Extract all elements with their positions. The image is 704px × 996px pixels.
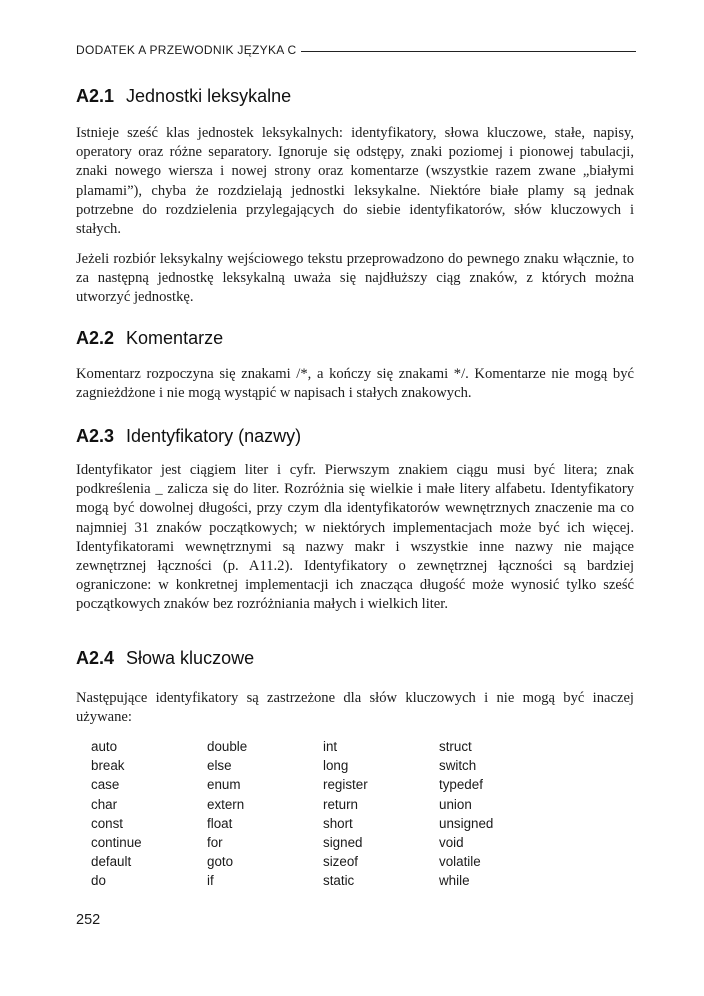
paragraph: Komentarz rozpoczyna się znakami /*, a kończy się znakami */. Komentarze nie mogą być zagnieżdżone i nie mogą wystąpić w napisach i stałych znakowych. [76, 366, 634, 402]
keyword: char [91, 796, 118, 812]
running-header [76, 43, 636, 57]
keyword: default [91, 854, 132, 870]
section-title: Jednostki leksykalne [126, 86, 292, 106]
keyword: for [207, 834, 223, 850]
keyword: union [439, 796, 472, 812]
paragraph: Istnieje sześć klas jednostek leksykalnych: identyfikatory, słowa kluczowe, stałe, napisy, operatory oraz różne separatory. Ignoruje się odstępy, znaki poziomej i pionowej tabulacji, znaki nowego wiersza i nowej strony oraz komentarze (wszystkie razem zwane „białymi plamami”), chyba że rozdzielają jednostki leksykalne. Niektóre białe plamy są jednak potrzebne do rozdzielenia przylegających do siebie identyfikatorów, słów kluczowych i stałych. [76, 125, 634, 238]
keyword: double [207, 739, 248, 754]
keyword-column [91, 737, 207, 889]
keyword-column [323, 737, 439, 889]
keyword: volatile [439, 854, 481, 870]
keyword: unsigned [439, 815, 494, 831]
keyword: while [439, 873, 470, 889]
keyword: goto [207, 854, 234, 870]
keyword-column [207, 737, 323, 889]
paragraph: Jeżeli rozbiór leksykalny wejściowego tekstu przeprowadzono do pewnego znaku włącznie, to za następną jednostkę leksykalną uważa się najdłuższy ciąg znaków, z których można utworzyć jednostkę. [76, 251, 634, 306]
page-number: 252 [76, 912, 101, 928]
keyword: if [207, 873, 214, 889]
keyword: continue [91, 834, 142, 850]
keyword: case [91, 777, 120, 793]
keyword: signed [323, 834, 363, 850]
section-number: A2.1 [76, 86, 115, 106]
section-heading-a2-1 [76, 86, 291, 107]
header-rule [301, 51, 636, 52]
section-heading-a2-4 [76, 648, 254, 669]
keyword: void [439, 834, 464, 850]
keyword: else [207, 758, 232, 774]
keyword: break [91, 758, 125, 774]
section-heading-a2-2 [76, 328, 223, 349]
keyword: do [91, 873, 106, 889]
section-number: A2.3 [76, 426, 115, 446]
section-title: Słowa kluczowe [126, 648, 255, 668]
section-number: A2.2 [76, 328, 115, 348]
keyword: static [323, 873, 355, 889]
keyword: struct [439, 739, 472, 754]
section-title: Komentarze [126, 328, 224, 348]
keyword: float [207, 815, 233, 831]
keyword: switch [439, 758, 477, 774]
keyword: typedef [439, 777, 483, 793]
keyword: long [323, 758, 349, 774]
section-title: Identyfikatory (nazwy) [126, 426, 302, 446]
keyword: enum [207, 777, 241, 793]
keyword-table [91, 737, 561, 889]
keyword-column [439, 737, 555, 889]
keyword: int [323, 739, 338, 754]
paragraph: Identyfikator jest ciągiem liter i cyfr. Pierwszym znakiem ciągu musi być litera; znak podkreślenia _ zalicza się do liter. Rozróżnia się wielkie i małe litery alfabetu. Identyfikatory mogą być dowolnej długości, przy czym dla identyfikatorów wewnętrznych znaczenie ma co najmniej 31 znaków początkowych; w niektórych implementacjach może być ich więcej. Identyfikatorami wewnętrznymi są nazwy makr i wszystkie inne nazwy nie mające zewnętrznej łączności (p. A11.2). Identyfikatory o zewnętrznej łączności są bardziej ograniczone: w konkretnej implementacji ich znacząca długość może wynosić tylko sześć początkowych znaków bez rozróżniania małych i wielkich liter. [76, 462, 634, 613]
running-header-title: DODATEK A PRZEWODNIK JĘZYKA C [76, 43, 297, 57]
keyword: sizeof [323, 854, 358, 870]
section-heading-a2-3 [76, 426, 301, 447]
section-number: A2.4 [76, 648, 115, 668]
keyword: return [323, 796, 358, 812]
keyword: short [323, 815, 353, 831]
paragraph: Następujące identyfikatory są zastrzeżone dla słów kluczowych i nie mogą być inaczej używane: [76, 690, 634, 726]
keyword: auto [91, 739, 118, 754]
keyword: const [91, 815, 124, 831]
keyword: register [323, 777, 368, 793]
keyword: extern [207, 796, 245, 812]
